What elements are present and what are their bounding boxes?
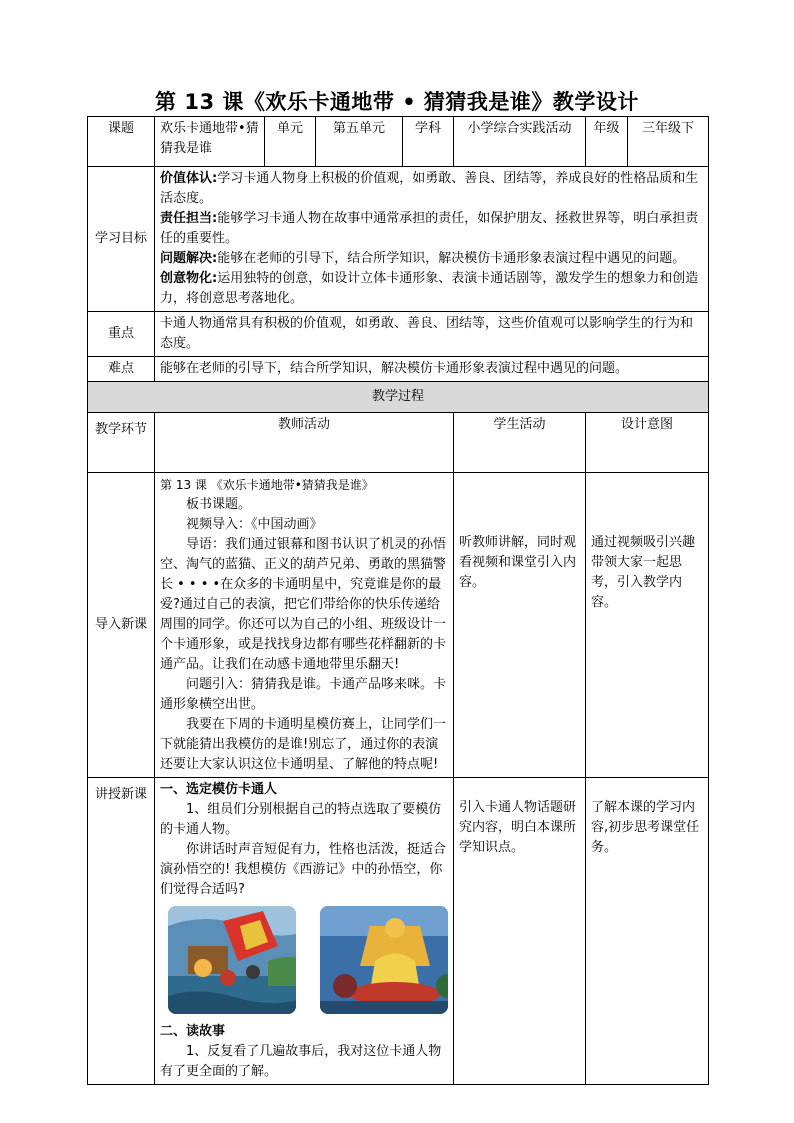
lecture-student: 引入卡通人物话题研究内容，明白本课所学知识点。 <box>454 778 586 1085</box>
intro-intent: 通过视频吸引兴趣带领大家一起思考，引入教学内容。 <box>586 473 709 778</box>
key-points-label: 重点 <box>88 312 155 357</box>
col-intent-header: 设计意图 <box>586 413 709 473</box>
illustration-group <box>168 906 448 1014</box>
objective-item: 问题解决:能够在老师的引导下，结合所学知识，解决模仿卡通形象表演过程中遇见的问题。 <box>160 251 686 266</box>
intro-line: 问题引入：猜猜我是谁。卡通产品哆来咪。卡通形象横空出世。 <box>160 677 447 712</box>
process-header: 教学过程 <box>88 382 709 413</box>
intro-row <box>88 473 709 778</box>
intro-student: 听教师讲解，同时观看视频和课堂引入内容。 <box>454 473 586 778</box>
objective-item: 价值体认:学习卡通人物身上积极的价值观，如勇敢、善良、团结等，养成良好的性格品质和生活态度。 <box>160 171 699 206</box>
lecture-intent: 了解本课的学习内容,初步思考课堂任务。 <box>586 778 709 1085</box>
subject-value: 小学综合实践活动 <box>454 117 586 167</box>
col-student-header: 学生活动 <box>454 413 586 473</box>
lecture-heading-2: 二、读故事 <box>160 1024 226 1039</box>
objective-item: 责任担当:能够学习卡通人物在故事中通常承担的责任，如保护朋友、拯救世界等，明白承担责任的重要性。 <box>160 211 699 246</box>
difficulties-row <box>88 357 709 382</box>
col-stage-header: 教学环节 <box>88 413 155 473</box>
course-label: 课题 <box>88 117 155 167</box>
intro-teacher <box>155 473 454 778</box>
objectives-row <box>88 167 709 312</box>
subject-label: 学科 <box>403 117 454 167</box>
grade-value: 三年级下 <box>628 117 709 167</box>
grade-label: 年级 <box>586 117 628 167</box>
lecture-paragraph: 1、反复看了几遍故事后，我对这位卡通人物有了更全面的了解。 <box>160 1044 442 1079</box>
intro-line: 板书课题。 <box>186 497 252 512</box>
intro-line: 第 13 课 《欢乐卡通地带•猜猜我是谁》 <box>160 478 374 492</box>
process-header-row <box>88 382 709 413</box>
lecture-stage: 讲授新课 <box>88 778 155 1085</box>
lecture-heading-1: 一、选定模仿卡通人 <box>160 782 278 797</box>
objective-item: 创意物化:运用独特的创意，如设计立体卡通形象、表演卡通话剧等，激发学生的想象力和创造力，将创意思考落地化。 <box>160 271 699 306</box>
info-row <box>88 117 709 167</box>
difficulties-text: 能够在老师的引导下，结合所学知识，解决模仿卡通形象表演过程中遇见的问题。 <box>155 357 709 382</box>
unit-label: 单元 <box>265 117 316 167</box>
lecture-teacher <box>155 778 454 1085</box>
intro-line: 导语：我们通过银幕和图书认识了机灵的孙悟空、淘气的蓝猫、正义的葫芦兄弟、勇敢的黑猫警长 • • • •在众多的卡通明星中，究竟谁是你的最爱?通过自己的表演，把它们带给你的快乐传递给周围的同学。你还可以为自己的小组、班级设计一个卡通形象，或是找找身边都有哪些花样翻新的卡通产品。让我们在动感卡通地带里乐翻天! <box>160 537 447 672</box>
lecture-paragraph: 你讲话时声音短促有力，性格也活泼，挺适合演孙悟空的! 我想模仿《西游记》中的孙悟空，你们觉得合适吗? <box>160 842 447 897</box>
intro-line: 视频导入：《中国动画》 <box>186 517 323 532</box>
course-value: 欢乐卡通地带•猜猜我是谁 <box>155 117 265 167</box>
cartoon-illustration-2 <box>320 906 448 1014</box>
key-points-text: 卡通人物通常具有积极的价值观，如勇敢、善良、团结等，这些价值观可以影响学生的行为和态度。 <box>155 312 709 357</box>
difficulties-label: 难点 <box>88 357 155 382</box>
objectives-content <box>155 167 709 312</box>
lecture-paragraph: 1、组员们分别根据自己的特点选取了要模仿的卡通人物。 <box>160 802 442 837</box>
col-teacher-header: 教师活动 <box>155 413 454 473</box>
lesson-plan-table <box>87 116 709 1085</box>
process-columns-row <box>88 413 709 473</box>
intro-line: 我要在下周的卡通明星模仿赛上，让同学们一下就能猜出我模仿的是谁!别忘了，通过你的表演还要让大家认识这位卡通明星、了解他的特点呢! <box>160 717 447 772</box>
document-title: 第 13 课《欢乐卡通地带 • 猜猜我是谁》教学设计 <box>155 90 639 114</box>
cartoon-illustration-1 <box>168 906 296 1014</box>
key-points-row <box>88 312 709 357</box>
lecture-row <box>88 778 709 1085</box>
intro-stage: 导入新课 <box>88 473 155 778</box>
objectives-label: 学习目标 <box>88 167 155 312</box>
unit-value: 第五单元 <box>316 117 403 167</box>
